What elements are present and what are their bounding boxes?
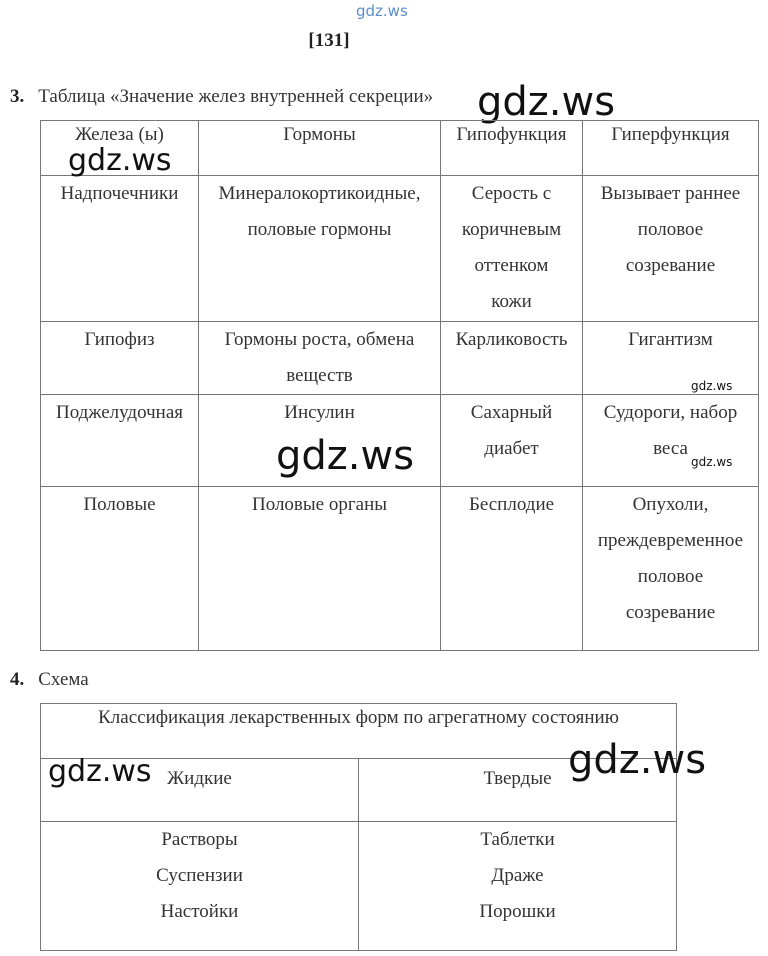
cell-text: коричневым — [461, 219, 562, 240]
section-4-number: 4. — [10, 669, 25, 690]
glands-table — [40, 120, 759, 651]
cell-text: Гормоны роста, обмена — [224, 329, 415, 350]
list-item: Настойки — [160, 901, 239, 922]
cell-text: половые гормоны — [247, 219, 392, 240]
section-4-title — [10, 669, 89, 691]
cell-hormones — [199, 322, 441, 395]
section-3-title-text: Таблица «Значение желез внутренней секреции» — [38, 86, 434, 107]
watermark-table-left: gdz.ws — [68, 143, 172, 178]
cell-text: Инсулин — [284, 402, 355, 423]
watermark-top: gdz.ws — [356, 2, 408, 20]
cell-hyperfunction — [583, 395, 759, 487]
cell-text: Гипофиз — [84, 329, 155, 350]
category-liquid-text: Жидкие — [167, 768, 232, 789]
cell-gland — [41, 395, 199, 487]
cell-text: Бесплодие — [468, 494, 555, 515]
cell-text: Серость с — [471, 183, 552, 204]
category-solid-text: Твердые — [483, 768, 552, 789]
watermark-scheme-left: gdz.ws — [48, 754, 152, 789]
header-hormones-text: Гормоны — [283, 124, 356, 145]
cell-hypofunction — [441, 395, 583, 487]
watermark-scheme-right: gdz.ws — [568, 737, 707, 783]
cell-hypofunction — [441, 487, 583, 651]
header-hypofunction — [441, 121, 583, 176]
header-gland-text: Железа (ы) — [75, 124, 164, 145]
watermark-table-small-1: gdz.ws — [691, 379, 733, 393]
header-hyperfunction — [583, 121, 759, 176]
cell-hypofunction — [441, 176, 583, 322]
cell-text: Половые органы — [251, 494, 388, 515]
cell-gland — [41, 322, 199, 395]
table-row — [41, 176, 759, 322]
list-item: Растворы — [161, 829, 238, 850]
cell-text: веществ — [286, 365, 353, 386]
header-hormones — [199, 121, 441, 176]
section-4-title-text: Схема — [38, 669, 89, 690]
watermark-title: gdz.ws — [477, 79, 616, 125]
table-row — [41, 322, 759, 395]
cell-hyperfunction — [583, 487, 759, 651]
cell-text: половое — [637, 219, 704, 240]
scheme-items-row — [41, 822, 677, 951]
cell-text: Опухоли, — [632, 494, 709, 515]
cell-gland — [41, 487, 199, 651]
header-hyperfunction-text: Гиперфункция — [611, 124, 730, 145]
cell-hypofunction — [441, 322, 583, 395]
cell-hormones — [199, 487, 441, 651]
cell-text: кожи — [491, 291, 532, 312]
cell-text: веса — [653, 438, 688, 459]
cell-text: Гигантизм — [628, 329, 713, 350]
cell-text: Вызывает раннее — [600, 183, 741, 204]
cell-hormones — [199, 176, 441, 322]
cell-text: Минералокортикоидные, — [218, 183, 421, 204]
cell-text: Судороги, набор — [603, 402, 738, 423]
cell-text: преждевременное — [597, 530, 744, 551]
section-3-number: 3. — [10, 86, 25, 107]
cell-text: Поджелудочная — [55, 402, 183, 423]
solid-forms-list — [359, 822, 677, 951]
cell-text: оттенком — [474, 255, 549, 276]
list-item: Порошки — [479, 901, 556, 922]
cell-text: Карликовость — [455, 329, 568, 350]
watermark-table-small-2: gdz.ws — [691, 455, 733, 469]
cell-text: половое — [637, 566, 704, 587]
cell-text: диабет — [484, 438, 539, 459]
cell-text: созревание — [625, 255, 716, 276]
cell-text: Половые — [83, 494, 156, 515]
scheme-title-text: Классификация лекарственных форм по агрегатному состоянию — [98, 707, 619, 728]
cell-text: Надпочечники — [60, 183, 179, 204]
cell-text: созревание — [625, 602, 716, 623]
watermark-table-center: gdz.ws — [276, 433, 415, 479]
list-item: Суспензии — [156, 865, 243, 886]
cell-hyperfunction — [583, 176, 759, 322]
list-item: Драже — [491, 865, 544, 886]
cell-text: Сахарный — [470, 402, 553, 423]
page-number: [131] — [308, 30, 350, 51]
list-item: Таблетки — [480, 829, 555, 850]
cell-gland — [41, 176, 199, 322]
table-row — [41, 487, 759, 651]
header-hypofunction-text: Гипофункция — [456, 124, 567, 145]
liquid-forms-list — [41, 822, 359, 951]
section-3-title — [10, 86, 433, 108]
